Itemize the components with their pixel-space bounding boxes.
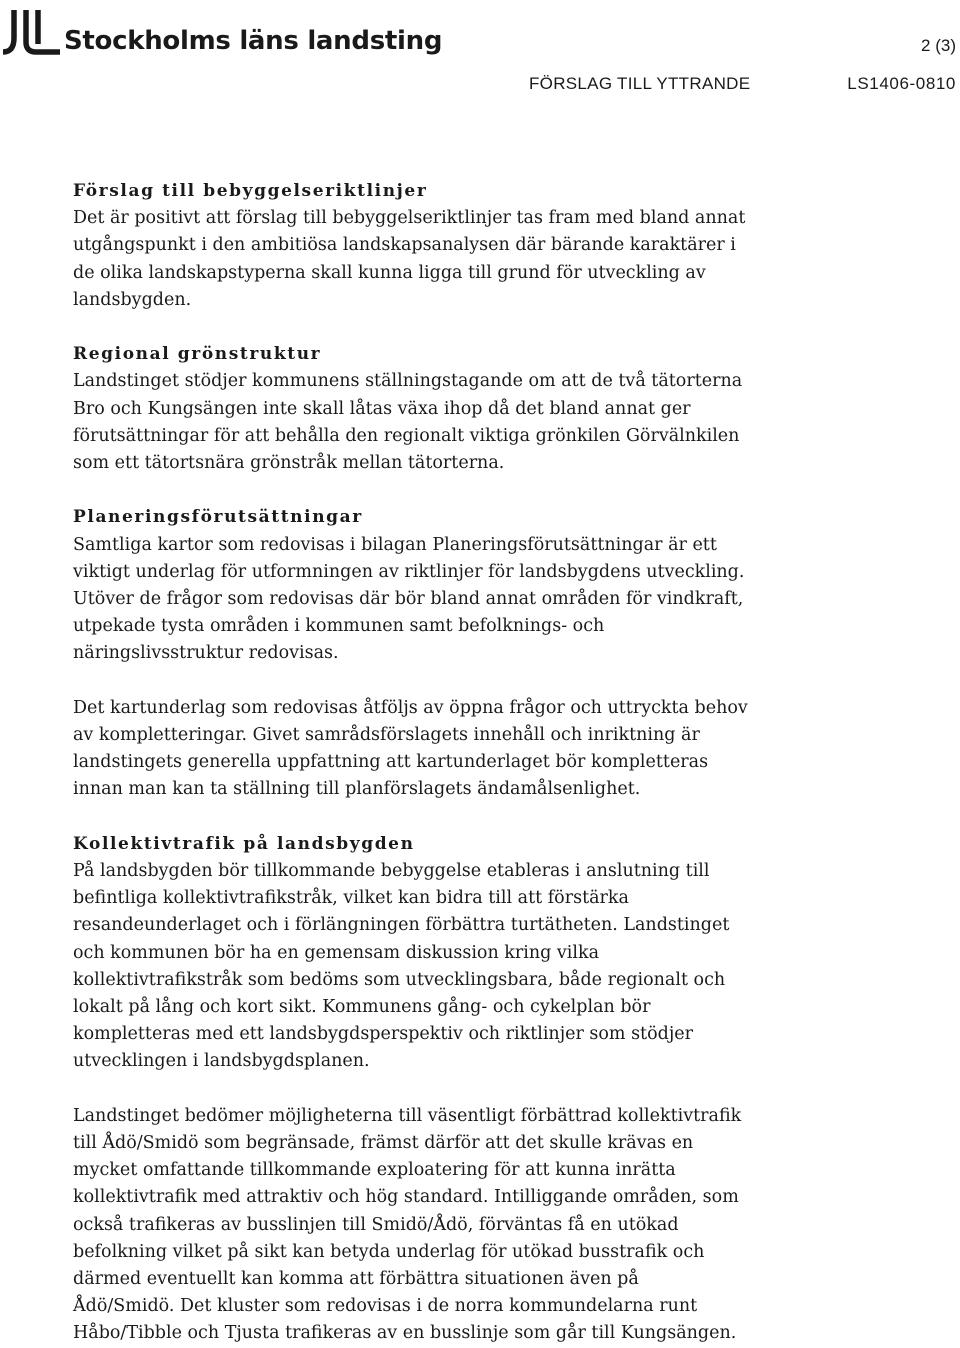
org-name: Stockholms läns landsting — [64, 26, 443, 56]
document-body — [73, 178, 943, 1348]
paragraph: Samtliga kartor som redovisas i bilagan Planeringsförutsättningar är ett viktigt underlag för utformningen av riktlinjer för landsbygdens utveckling. Utöver de frågor som redovisas där bör bland annat områden för vindkraft, utpekade tysta områden i kommunen samt befolknings- och näringslivsstruktur redovisas. — [73, 534, 745, 664]
paragraph: Det är positivt att förslag till bebyggelseriktlinjer tas fram med bland annat utgångspunkt i den ambitiösa landskapsanalysen där bärande karaktärer i de olika landskapstyperna skall kunna ligga till grund för utveckling av landsbygden. — [73, 208, 746, 310]
section-heading: Förslag till bebyggelseriktlinjer — [73, 181, 428, 201]
document-type: FÖRSLAG TILL YTTRANDE — [529, 74, 751, 93]
paragraph: Landstinget bedömer möjligheterna till väsentligt förbättrad kollektivtrafik till Ådö/Smidö som begränsade, främst därför att det skulle krävas en mycket omfattande tillkommande exploatering för att kunna inrätta kollektivtrafik med attraktiv och hög standard. Intilliggande områden, som också trafikeras av busslinjen till Smidö/Ådö, förväntas få en utökad befolkning vilket på sikt kan betyda underlag för utökad busstrafik och därmed eventuellt kan komma att förbättra situationen även på Ådö/Smidö. Det kluster som redovisas i de norra kommundelarna runt Håbo/Tibble och Tjusta trafikeras av en busslinje som går till Kungsängen. — [73, 1105, 742, 1344]
paragraph: Det kartunderlag som redovisas åtföljs av öppna frågor och uttryckta behov av kompletteringar. Givet samrådsförslagets innehåll och inriktning är landstingets generella uppfattning att kartunderlaget bör kompletteras innan man kan ta ställning till planförslagets ändamålsenlighet. — [73, 697, 748, 800]
section-heading: Kollektivtrafik på landsbygden — [73, 833, 415, 854]
page-number: 2 (3) — [921, 36, 956, 55]
section-heading: Planeringsförutsättningar — [73, 507, 363, 528]
section-kollektivtrafik — [73, 831, 943, 1348]
section-planeringsforutsattningar — [73, 504, 943, 803]
sll-logo-icon — [0, 8, 62, 58]
paragraph: Landstinget stödjer kommunens ställningstagande om att de två tätorterna Bro och Kungsängen inte skall låtas växa ihop då det bland annat ger förutsättningar för att behålla den regionalt viktiga grönkilen Görvälnkilen som ett tätortsnära grönstråk mellan tätorterna. — [73, 371, 743, 474]
section-bebyggelseriktlinjer — [73, 178, 943, 314]
section-heading: Regional grönstruktur — [73, 344, 322, 365]
paragraph: På landsbygden bör tillkommande bebyggelse etableras i anslutning till befintliga kollektivtrafikstråk, vilket kan bidra till att förstärka resandeunderlaget och i förlängningen förbättra turtätheten. Landstinget och kommunen bör ha en gemensam diskussion kring vilka kollektivtrafikstråk som bedöms som utvecklingsbara, både regionalt och lokalt på lång och kort sikt. Kommunens gång- och cykelplan bör kompletteras med ett landsbygdsperspektiv och riktlinjer som stödjer utvecklingen i landsbygdsplanen. — [73, 861, 730, 1072]
section-regional-gronstruktur — [73, 341, 943, 477]
document-id: LS1406-0810 — [847, 74, 956, 93]
header-logo — [0, 0, 442, 58]
